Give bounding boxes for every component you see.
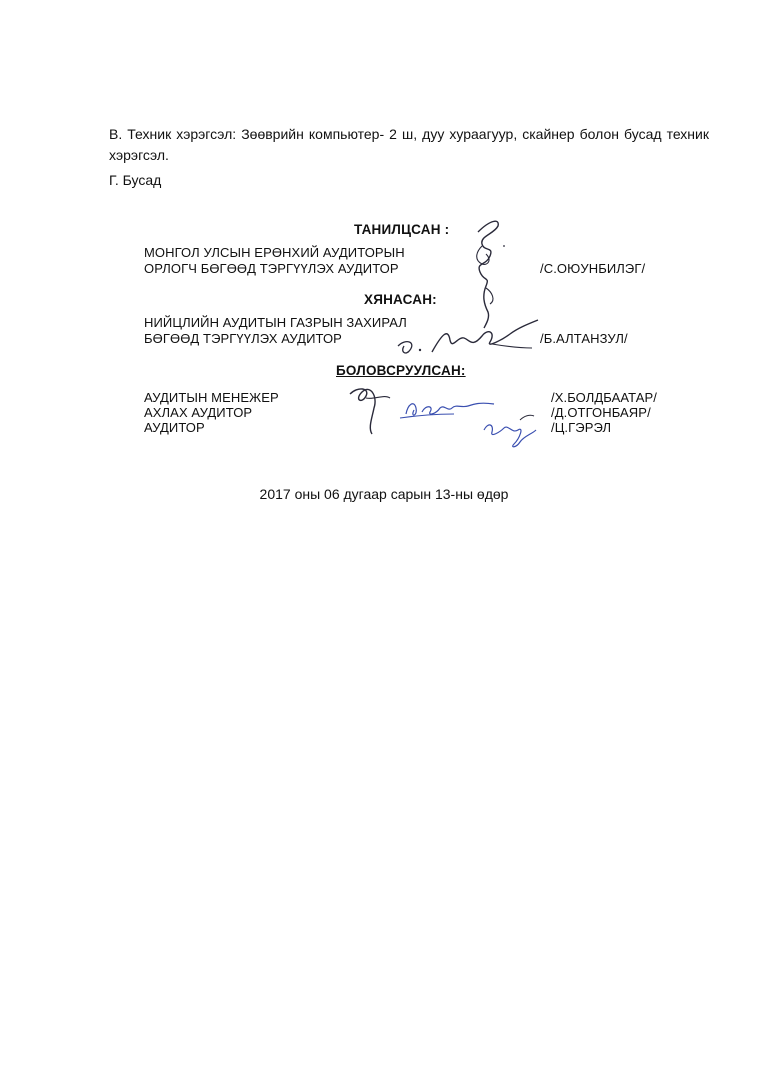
prepared-title-1: АУДИТЫН МЕНЕЖЕР <box>144 390 279 405</box>
document-date: 2017 оны 06 дугаар сарын 13-ны өдөр <box>259 486 509 502</box>
checked-title-line1: НИЙЦЛИЙН АУДИТЫН ГАЗРЫН ЗАХИРАЛ <box>144 315 407 330</box>
prepared-title-3: АУДИТОР <box>144 420 205 435</box>
prepared-name-3: /Ц.ГЭРЭЛ <box>551 420 612 435</box>
prepared-name-2: /Д.ОТГОНБАЯР/ <box>551 405 651 420</box>
signature-checked <box>392 312 542 362</box>
prepared-name-1: /Х.БОЛДБААТАР/ <box>551 390 658 405</box>
reviewed-title-line1: МОНГОЛ УЛСЫН ЕРӨНХИЙ АУДИТОРЫН <box>144 245 405 260</box>
checked-name: /Б.АЛТАНЗУЛ/ <box>540 331 628 346</box>
reviewed-title-line2: ОРЛОГЧ БӨГӨӨД ТЭРГҮҮЛЭХ АУДИТОР <box>144 261 399 276</box>
heading-checked: ХЯНАСАН: <box>364 292 437 307</box>
checked-title-line2: БӨГӨӨД ТЭРГҮҮЛЭХ АУДИТОР <box>144 331 342 346</box>
paragraph-other: Г. Бусад <box>109 172 162 188</box>
prepared-title-2: АХЛАХ АУДИТОР <box>144 405 253 420</box>
heading-prepared: БОЛОВСРУУЛСАН: <box>336 363 466 378</box>
reviewed-name: /С.ОЮУНБИЛЭГ/ <box>540 261 646 276</box>
paragraph-technical-equipment: В. Техник хэрэгсэл: Зөөврийн компьютер- 2 ш, дуу хураагуур, скайнер болон бусад техник хэрэгсэл. <box>109 126 709 163</box>
signatures-prepared <box>344 378 564 458</box>
heading-reviewed: ТАНИЛЦСАН : <box>354 222 450 237</box>
